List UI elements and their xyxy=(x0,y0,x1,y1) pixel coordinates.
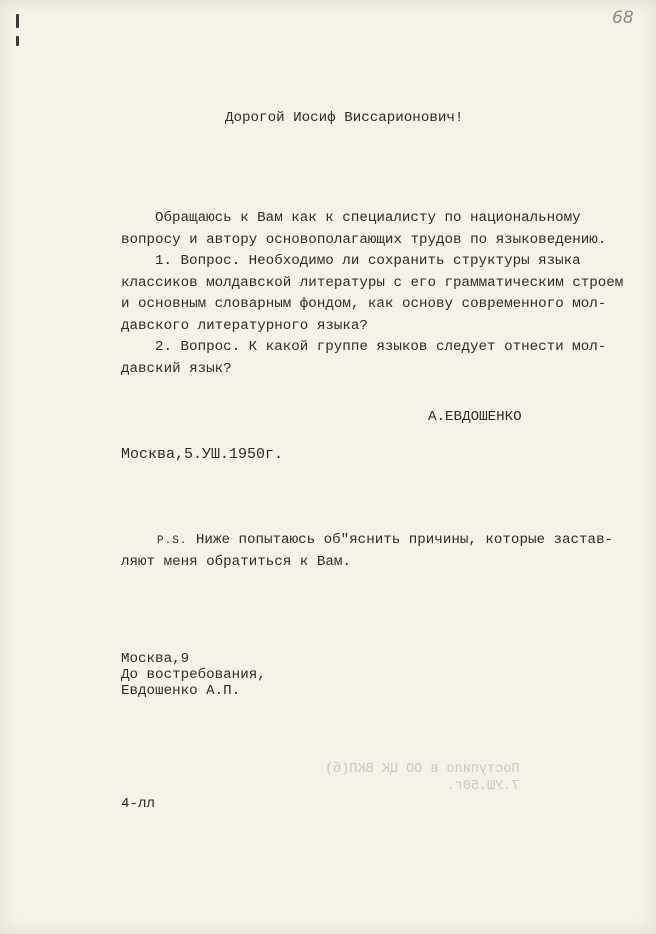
intro-line-2: вопросу и автору основополагающих трудов по языковедению. xyxy=(121,232,607,248)
place-and-date: Москва,5.УШ.1950г. xyxy=(121,446,284,463)
question-2-line-1: 2. Вопрос. К какой группе языков следует отнести мол- xyxy=(155,339,607,355)
postscript-text-1: Ниже попытаюсь об"яснить причины, которые застав- xyxy=(195,532,614,548)
bleed-through-stamp xyxy=(325,762,519,796)
binder-hole-mark-top xyxy=(16,14,19,28)
postscript-line-1 xyxy=(157,533,613,547)
sheet-count: 4-лл xyxy=(121,796,156,812)
question-2-line-2: давский язык? xyxy=(121,361,232,377)
stamp-line-1: Поступило в ОО ЦК ВКП(б) xyxy=(325,762,520,777)
postscript-line-2: ляют меня обратиться к Вам. xyxy=(121,554,351,570)
salutation: Дорогой Иосиф Виссарионович! xyxy=(225,110,464,126)
question-1-line-2: классиков молдавской литературы с его грамматическим строем xyxy=(121,275,624,291)
stamp-line-2: 7.УШ.50г. xyxy=(446,778,520,794)
postscript-label: P.S. xyxy=(157,535,188,547)
address-line-2: До востребования, xyxy=(121,667,266,683)
address-line-3: Евдошенко А.П. xyxy=(121,683,241,699)
question-1-line-3: и основным словарным фондом, как основу современного мол- xyxy=(121,296,607,312)
archive-page-number: 68 xyxy=(612,8,634,28)
signature: А.ЕВДОШЕНКО xyxy=(428,409,522,425)
intro-line-1: Обращаюсь к Вам как к специалисту по национальному xyxy=(155,210,581,226)
binder-hole-mark-middle xyxy=(16,36,19,46)
question-1-line-4: давского литературного языка? xyxy=(121,318,368,334)
question-1-line-1: 1. Вопрос. Необходимо ли сохранить структуры языка xyxy=(155,253,581,269)
address-line-1: Москва,9 xyxy=(121,651,190,667)
